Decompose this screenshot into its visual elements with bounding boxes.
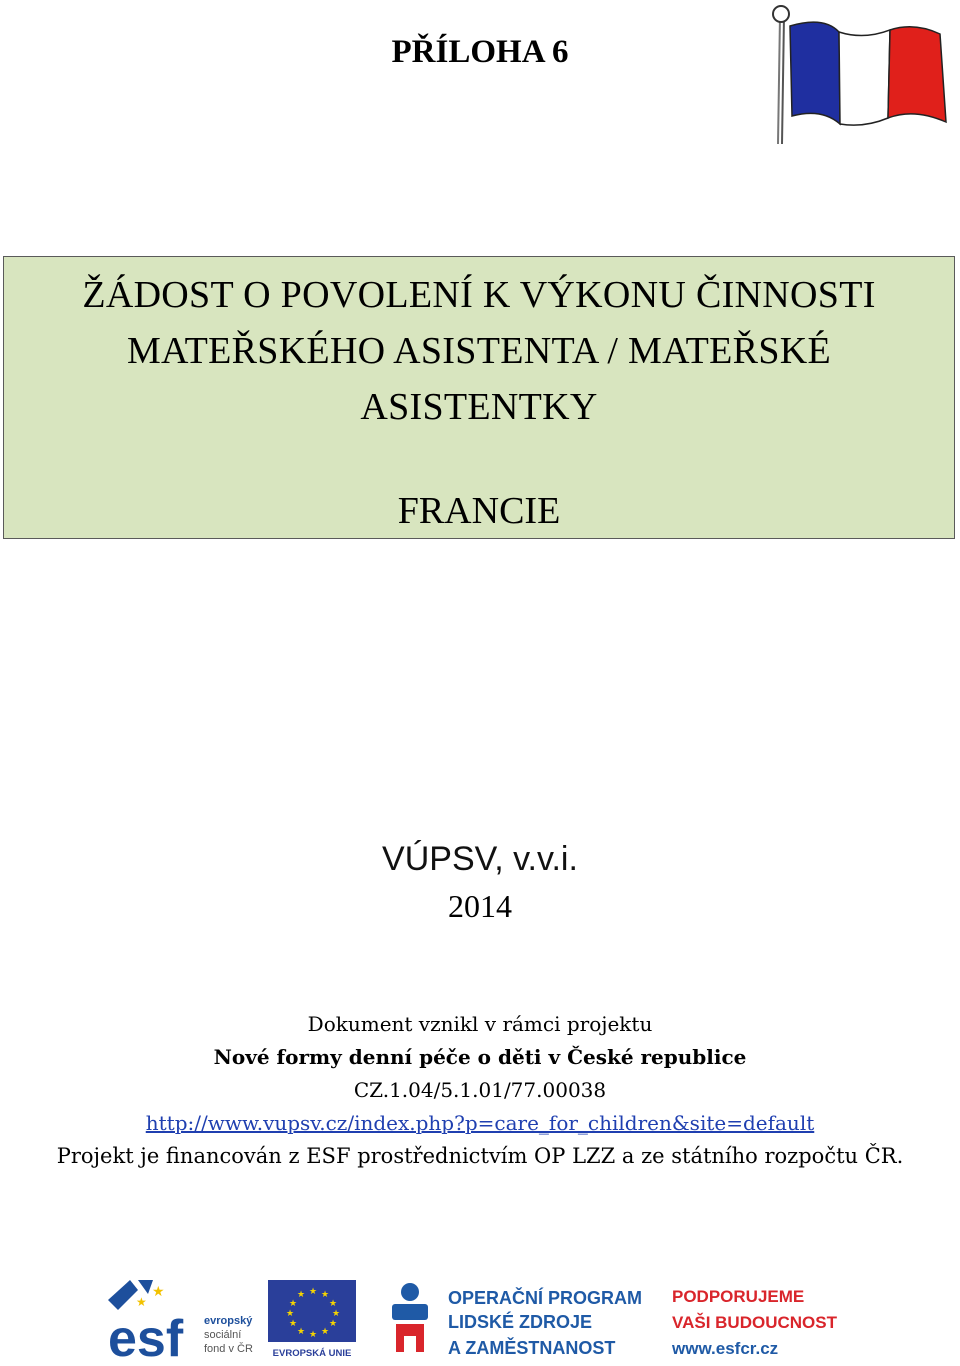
esf-text-2: sociální: [204, 1329, 242, 1341]
svg-text:★: ★: [136, 1295, 147, 1309]
project-link[interactable]: http://www.vupsv.cz/index.php?p=care_for_children&site=default: [145, 1111, 815, 1135]
svg-text:★: ★: [332, 1309, 341, 1319]
eu-flag-logo: [266, 1280, 360, 1360]
support-text-3: www.esfcr.cz: [672, 1339, 779, 1358]
year: 2014: [448, 888, 512, 924]
title-line-2: MATEŘSKÉHO ASISTENTA / MATEŘSKÉ: [126, 330, 832, 372]
svg-text:★: ★: [329, 1319, 338, 1329]
support-text-1: PODPORUJEME: [672, 1287, 805, 1306]
esf-text-1: evropský: [204, 1315, 253, 1327]
project-info: [0, 1008, 960, 1173]
title-line-1: ŽÁDOST O POVOLENÍ K VÝKONU ČINNOSTI: [82, 274, 876, 316]
eu-text: EVROPSKÁ UNIE: [272, 1348, 352, 1359]
document-title: [4, 267, 954, 435]
esf-mark: esf: [108, 1310, 184, 1360]
op-text-1: OPERAČNÍ PROGRAM: [448, 1288, 643, 1308]
svg-text:★: ★: [297, 1327, 306, 1337]
logo-bar: [0, 1272, 960, 1366]
esf-logo: [108, 1280, 258, 1360]
svg-text:★: ★: [286, 1309, 295, 1319]
france-flag-icon: [764, 4, 950, 150]
funding-note: Projekt je financován z ESF prostřednictvím OP LZZ a ze státního rozpočtu ČR.: [56, 1144, 904, 1168]
svg-text:★: ★: [297, 1290, 306, 1300]
op-lzz-logo: [388, 1278, 658, 1362]
organization: VÚPSV, v.v.i.: [382, 840, 578, 878]
title-box: [3, 256, 955, 539]
page-heading: PŘÍLOHA 6: [391, 34, 569, 70]
title-line-3: ASISTENTKY: [360, 386, 598, 428]
svg-text:★: ★: [321, 1290, 330, 1300]
project-intro: Dokument vznikl v rámci projektu: [307, 1012, 653, 1036]
svg-text:★: ★: [289, 1319, 298, 1329]
svg-text:★: ★: [289, 1299, 298, 1309]
esf-text-3: fond v ČR: [204, 1343, 253, 1355]
svg-text:★: ★: [321, 1327, 330, 1337]
op-text-2: LIDSKÉ ZDROJE: [448, 1312, 593, 1332]
support-text-2: VAŠI BUDOUCNOST: [672, 1313, 837, 1332]
country-name: FRANCIE: [397, 490, 561, 532]
support-slogan-logo: [672, 1280, 862, 1360]
svg-text:★: ★: [309, 1330, 318, 1340]
svg-text:★: ★: [329, 1299, 338, 1309]
project-code: CZ.1.04/5.1.01/77.00038: [353, 1078, 607, 1102]
op-text-3: A ZAMĚSTNANOST: [448, 1338, 616, 1358]
svg-text:★: ★: [309, 1287, 318, 1297]
svg-text:★: ★: [152, 1283, 165, 1299]
project-name: Nové formy denní péče o děti v České republice: [213, 1045, 747, 1069]
